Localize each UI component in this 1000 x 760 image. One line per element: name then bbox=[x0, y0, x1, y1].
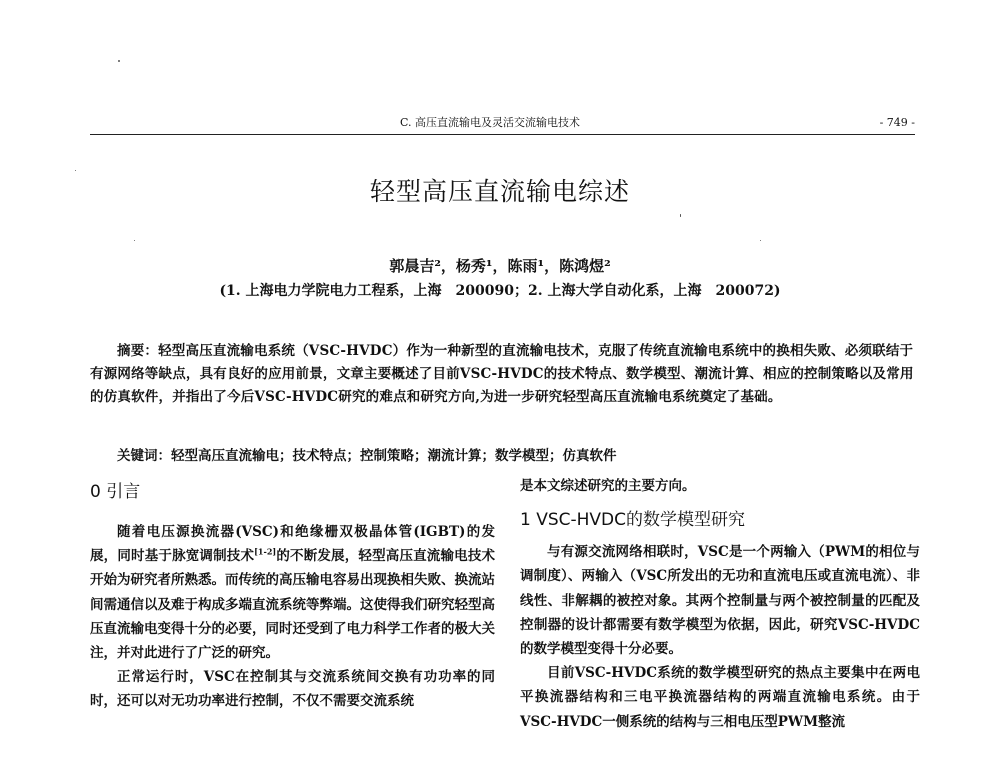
author-affiliation: (1. 上海电力学院电力工程系，上海 200090；2. 上海大学自动化系，上海 200072) bbox=[219, 283, 781, 299]
right-column bbox=[520, 474, 920, 734]
model-paragraph-2: 目前VSC-HVDC系统的数学模型研究的热点主要集中在两电平换流器结构和三电平换流器结构的两端直流输电系统。由于VSC-HVDC一侧系统的结构与三相电压型PWM整流 bbox=[520, 665, 920, 730]
intro-continuation: 是本文综述研究的主要方向。 bbox=[520, 478, 696, 494]
intro-paragraph-1 bbox=[90, 520, 495, 665]
scan-speck bbox=[118, 60, 120, 62]
section-heading-introduction: 0 引言 bbox=[90, 482, 141, 502]
left-column bbox=[90, 474, 495, 714]
running-title: C. 高压直流输电及灵活交流输电技术 bbox=[400, 116, 581, 129]
paper-title: 轻型高压直流输电综述 bbox=[369, 177, 630, 206]
scan-speck bbox=[760, 240, 761, 241]
keywords: 关键词：轻型高压直流输电；技术特点；控制策略；潮流计算；数学模型；仿真软件 bbox=[117, 448, 617, 464]
intro-p1-text-b: 的不断发展，轻型高压直流输电技术开始为研究者所熟悉。而传统的高压输电容易出现换相失败、换流站间需通信以及难于构成多端直流系统等弊端。这使得我们研究轻型高压直流输电变得十分的必要，同时还受到了电力科学工作者的极大关注，并对此进行了广泛的研究。 bbox=[90, 548, 496, 662]
author-list: 郭晨吉²，杨秀¹，陈雨¹，陈鸿煜² bbox=[389, 257, 611, 275]
abstract-text: 摘要：轻型高压直流输电系统（VSC-HVDC）作为一种新型的直流输电技术，克服了传统直流输电系统中的换相失败、必须联结于有源网络等缺点，具有良好的应用前景，文章主要概述了目前VSC-HVDC的技术特点、数学模型、潮流计算、相应的控制策略以及常用的仿真软件，并指出了今后VSC-HVDC研究的难点和研究方向,为进一步研究轻型高压直流输电系统奠定了基础。 bbox=[90, 343, 914, 405]
page-number: - 749 - bbox=[879, 116, 915, 129]
model-paragraph-1: 与有源交流网络相联时，VSC是一个两输入（PWM的相位与调制度）、两输入（VSC所发出的无功和直流电压或直流电流）、非线性、非解耦的被控对象。其两个控制量与两个被控制量的匹配及控制器的设计都需要有数学模型为依据，因此，研究VSC-HVDC的数学模型变得十分必要。 bbox=[520, 544, 920, 658]
abstract bbox=[90, 340, 920, 409]
scan-speck bbox=[134, 240, 135, 241]
scan-speck bbox=[680, 214, 681, 217]
intro-paragraph-2: 正常运行时，VSC在控制其与交流系统间交换有功功率的同时，还可以对无功功率进行控制，不仅不需要交流系统 bbox=[90, 669, 495, 710]
citation-ref: [1-2] bbox=[254, 546, 277, 557]
section-heading-math-model: 1 VSC-HVDC的数学模型研究 bbox=[520, 510, 746, 531]
running-header bbox=[90, 116, 915, 135]
intro-p1-text-a: 随着电压源换流器(VSC)和绝缘栅双极晶体管(IGBT)的发展，同时基于脉宽调制技术 bbox=[90, 524, 495, 565]
scan-speck bbox=[75, 170, 76, 171]
